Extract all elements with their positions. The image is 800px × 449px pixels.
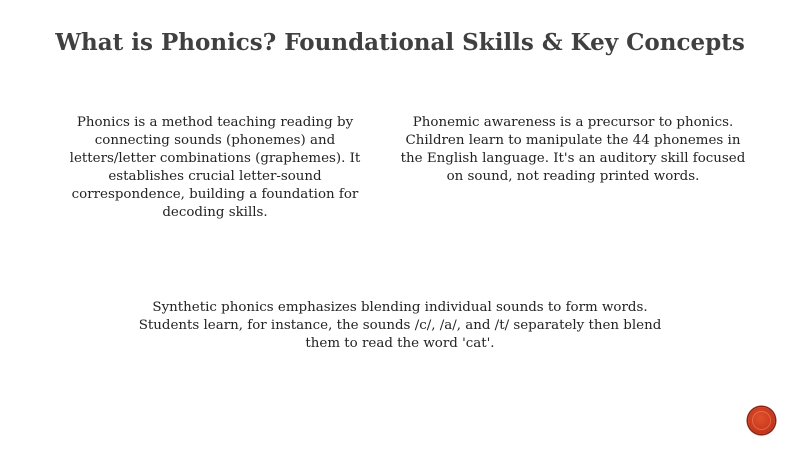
synthetic-phonics-paragraph: Synthetic phonics emphasizes blending individual sounds to form words. Students learn, for instance, the sounds /c/, /a/, and /t/ separately then blend them to read the word 'cat'.: [138, 300, 662, 351]
next-slide-circle-icon[interactable]: [748, 407, 775, 434]
phonemic-awareness-paragraph: Phonemic awareness is a precursor to phonics. Children learn to manipulate the 44 phonemes in the English language. It's an auditory skill focused on sound, not reading printed words.: [400, 115, 746, 184]
phonics-definition-paragraph: Phonics is a method teaching reading by connecting sounds (phonemes) and letters/letter combinations (graphemes). It establishes crucial letter-sound correspondence, building a foundation for decoding skills.: [69, 115, 361, 220]
slide-title: What is Phonics? Foundational Skills & Key Concepts: [55, 29, 745, 56]
